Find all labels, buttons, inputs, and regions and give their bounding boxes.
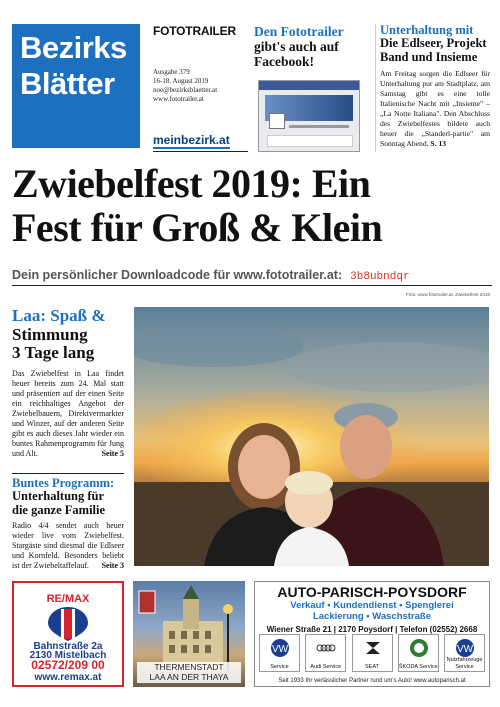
sub-story-body [12, 521, 124, 571]
vw-label: Service [270, 663, 289, 670]
vw-nutzfahrzeuge-label: Nutzfahrzeuge Service [446, 657, 483, 670]
main-headline [12, 162, 492, 250]
sub-story[interactable] [12, 473, 124, 571]
remax-web[interactable]: www.remax.at [34, 672, 102, 683]
remax-ad[interactable] [12, 581, 124, 687]
balloon-icon [48, 607, 88, 641]
download-code[interactable]: 3b8ubndqr [350, 271, 410, 283]
autoparisch-title: AUTO-PARISCH-POYSDORF [277, 584, 467, 600]
issue-number: Ausgabe 379 [153, 68, 190, 76]
side-teaser-page: S. 13 [430, 139, 447, 148]
logo-line-1: Bezirks [20, 30, 127, 65]
headline-line-2: Fest für Groß & Klein [12, 205, 383, 250]
main-photo [134, 307, 489, 566]
photo-credit: Foto: www.fototrailer.at, Zwiebelfest 2019 [405, 292, 490, 297]
remax-address-2: 2130 Mistelbach [29, 650, 107, 661]
autoparisch-services-1: Verkauf • Kundendienst • Spenglerei [290, 600, 454, 611]
facebook-teaser[interactable] [254, 24, 364, 152]
bezirksblaetter-logo[interactable] [12, 24, 140, 148]
vw-nutzfahrzeuge-logo [444, 634, 485, 672]
audi-logo [305, 634, 346, 672]
seat-icon [363, 638, 383, 658]
skoda-label: ŠKODA Service [398, 663, 438, 670]
contact-web[interactable]: www.fototrailer.at [153, 95, 204, 103]
lead-story-page: Seite 5 [101, 448, 124, 458]
autoparisch-services-2: Lackierung • Waschstraße [312, 611, 432, 622]
lead-story-title-1: Laa: Spaß & [12, 306, 106, 325]
facebook-teaser-line-1: Den Fototrailer [254, 24, 344, 39]
lead-story-text: Das Zwiebelfest in Laa findet heuer bereits zum 24. Mal statt und präsentiert auf der einen Seite ein reichhaltiges Angebot der Zwiebelbauern, Direktvermarkter und Winzer, auf der anderen Seite gibt es auch dieses Jahr wieder ein buntes Rahmenprogramm für Jung und Alt. [12, 368, 124, 458]
autoparisch-tagline: Seit 1933 Ihr verlässlicher Partner rund um's Auto! www.autoparisch.at [278, 678, 466, 684]
family-photo-illustration [134, 307, 489, 566]
sub-story-page: Seite 3 [101, 561, 124, 570]
download-label: Dein persönlicher Downloadcode für www.fototrailer.at: [12, 268, 343, 282]
side-teaser-title-2: Band und Insieme [380, 49, 478, 64]
brand-logos [259, 634, 485, 672]
contact-email[interactable]: noe@bezirksblaetter.at [153, 86, 218, 94]
svg-text:VW: VW [456, 644, 474, 655]
remax-phone[interactable]: 02572/209 00 [31, 658, 105, 672]
side-teaser-title-1: Die Edlseer, Projekt [380, 36, 487, 50]
vw-nutzfahrzeuge-icon [455, 638, 475, 658]
audi-label: Audi Service [310, 663, 342, 670]
meinbezirk-link[interactable]: meinbezirk.at [153, 133, 230, 147]
thermenstadt-caption-2: LAA AN DER THAYA [149, 671, 229, 682]
svg-text:VW: VW [271, 644, 289, 655]
sub-story-title-2: die ganze Familie [12, 502, 106, 517]
download-code-row [12, 266, 492, 286]
facebook-screenshot-image [258, 80, 360, 152]
vw-logo [259, 634, 300, 672]
issue-date: 16-18. August 2019 [153, 77, 209, 85]
thermenstadt-caption-1: THERMENSTADT [154, 662, 224, 672]
lead-story[interactable] [12, 307, 124, 459]
section-label: FOTOTRAILER [153, 24, 236, 38]
issue-info [153, 24, 248, 152]
autoparisch-ad[interactable] [254, 581, 490, 687]
facebook-teaser-line-3: Facebook! [254, 54, 314, 69]
logo-line-2: Blätter [20, 66, 115, 101]
autoparisch-address: Wiener Straße 21 | 2170 Poysdorf | Telefon (02552) 2668 [266, 625, 478, 634]
side-teaser-body: Am Freitag sorgen die Edlseer für Unterhaltung pur am Stadtplatz, am Samstag gibt es eine tolle Italienische Nacht mit „Insieme" – „La Notte Italiana". Den Abschluss des Zwiebelfestes bildete auch heuer die „Standerl-partie" am Sonntag Abend. [380, 69, 490, 148]
remax-address-1: Bahnstraße 2a [33, 641, 103, 652]
thermenstadt-ad[interactable] [133, 581, 245, 687]
sub-story-title-1: Unterhaltung für [12, 489, 105, 503]
headline-line-1: Zwiebelfest 2019: Ein [12, 161, 371, 206]
seat-label: SEAT [365, 663, 379, 670]
skoda-icon [409, 638, 429, 658]
thermenstadt-caption [137, 662, 241, 683]
sub-story-kicker: Buntes Programm: [12, 476, 115, 490]
lead-story-body [12, 369, 124, 459]
vw-icon [270, 638, 290, 658]
skoda-logo [398, 634, 439, 672]
lead-story-title-3: 3 Tage lang [12, 343, 95, 362]
seat-logo [352, 634, 393, 672]
facebook-teaser-line-2: gibt's auch auf [254, 39, 339, 54]
sub-story-text: Radio 4/4 sendet auch heuer wieder live vom Zwiebelfest. Stargäste sind diesmal die Edlseer und Kornfeld. Besonders beliebt ist der Zwiebeltaffelauf. [12, 521, 124, 570]
side-teaser-kicker: Unterhaltung mit [380, 23, 474, 37]
remax-brand: RE/MAX [46, 593, 90, 605]
side-teaser[interactable] [375, 24, 490, 152]
audi-rings-icon [316, 638, 336, 658]
lead-story-title-2: Stimmung [12, 324, 88, 344]
